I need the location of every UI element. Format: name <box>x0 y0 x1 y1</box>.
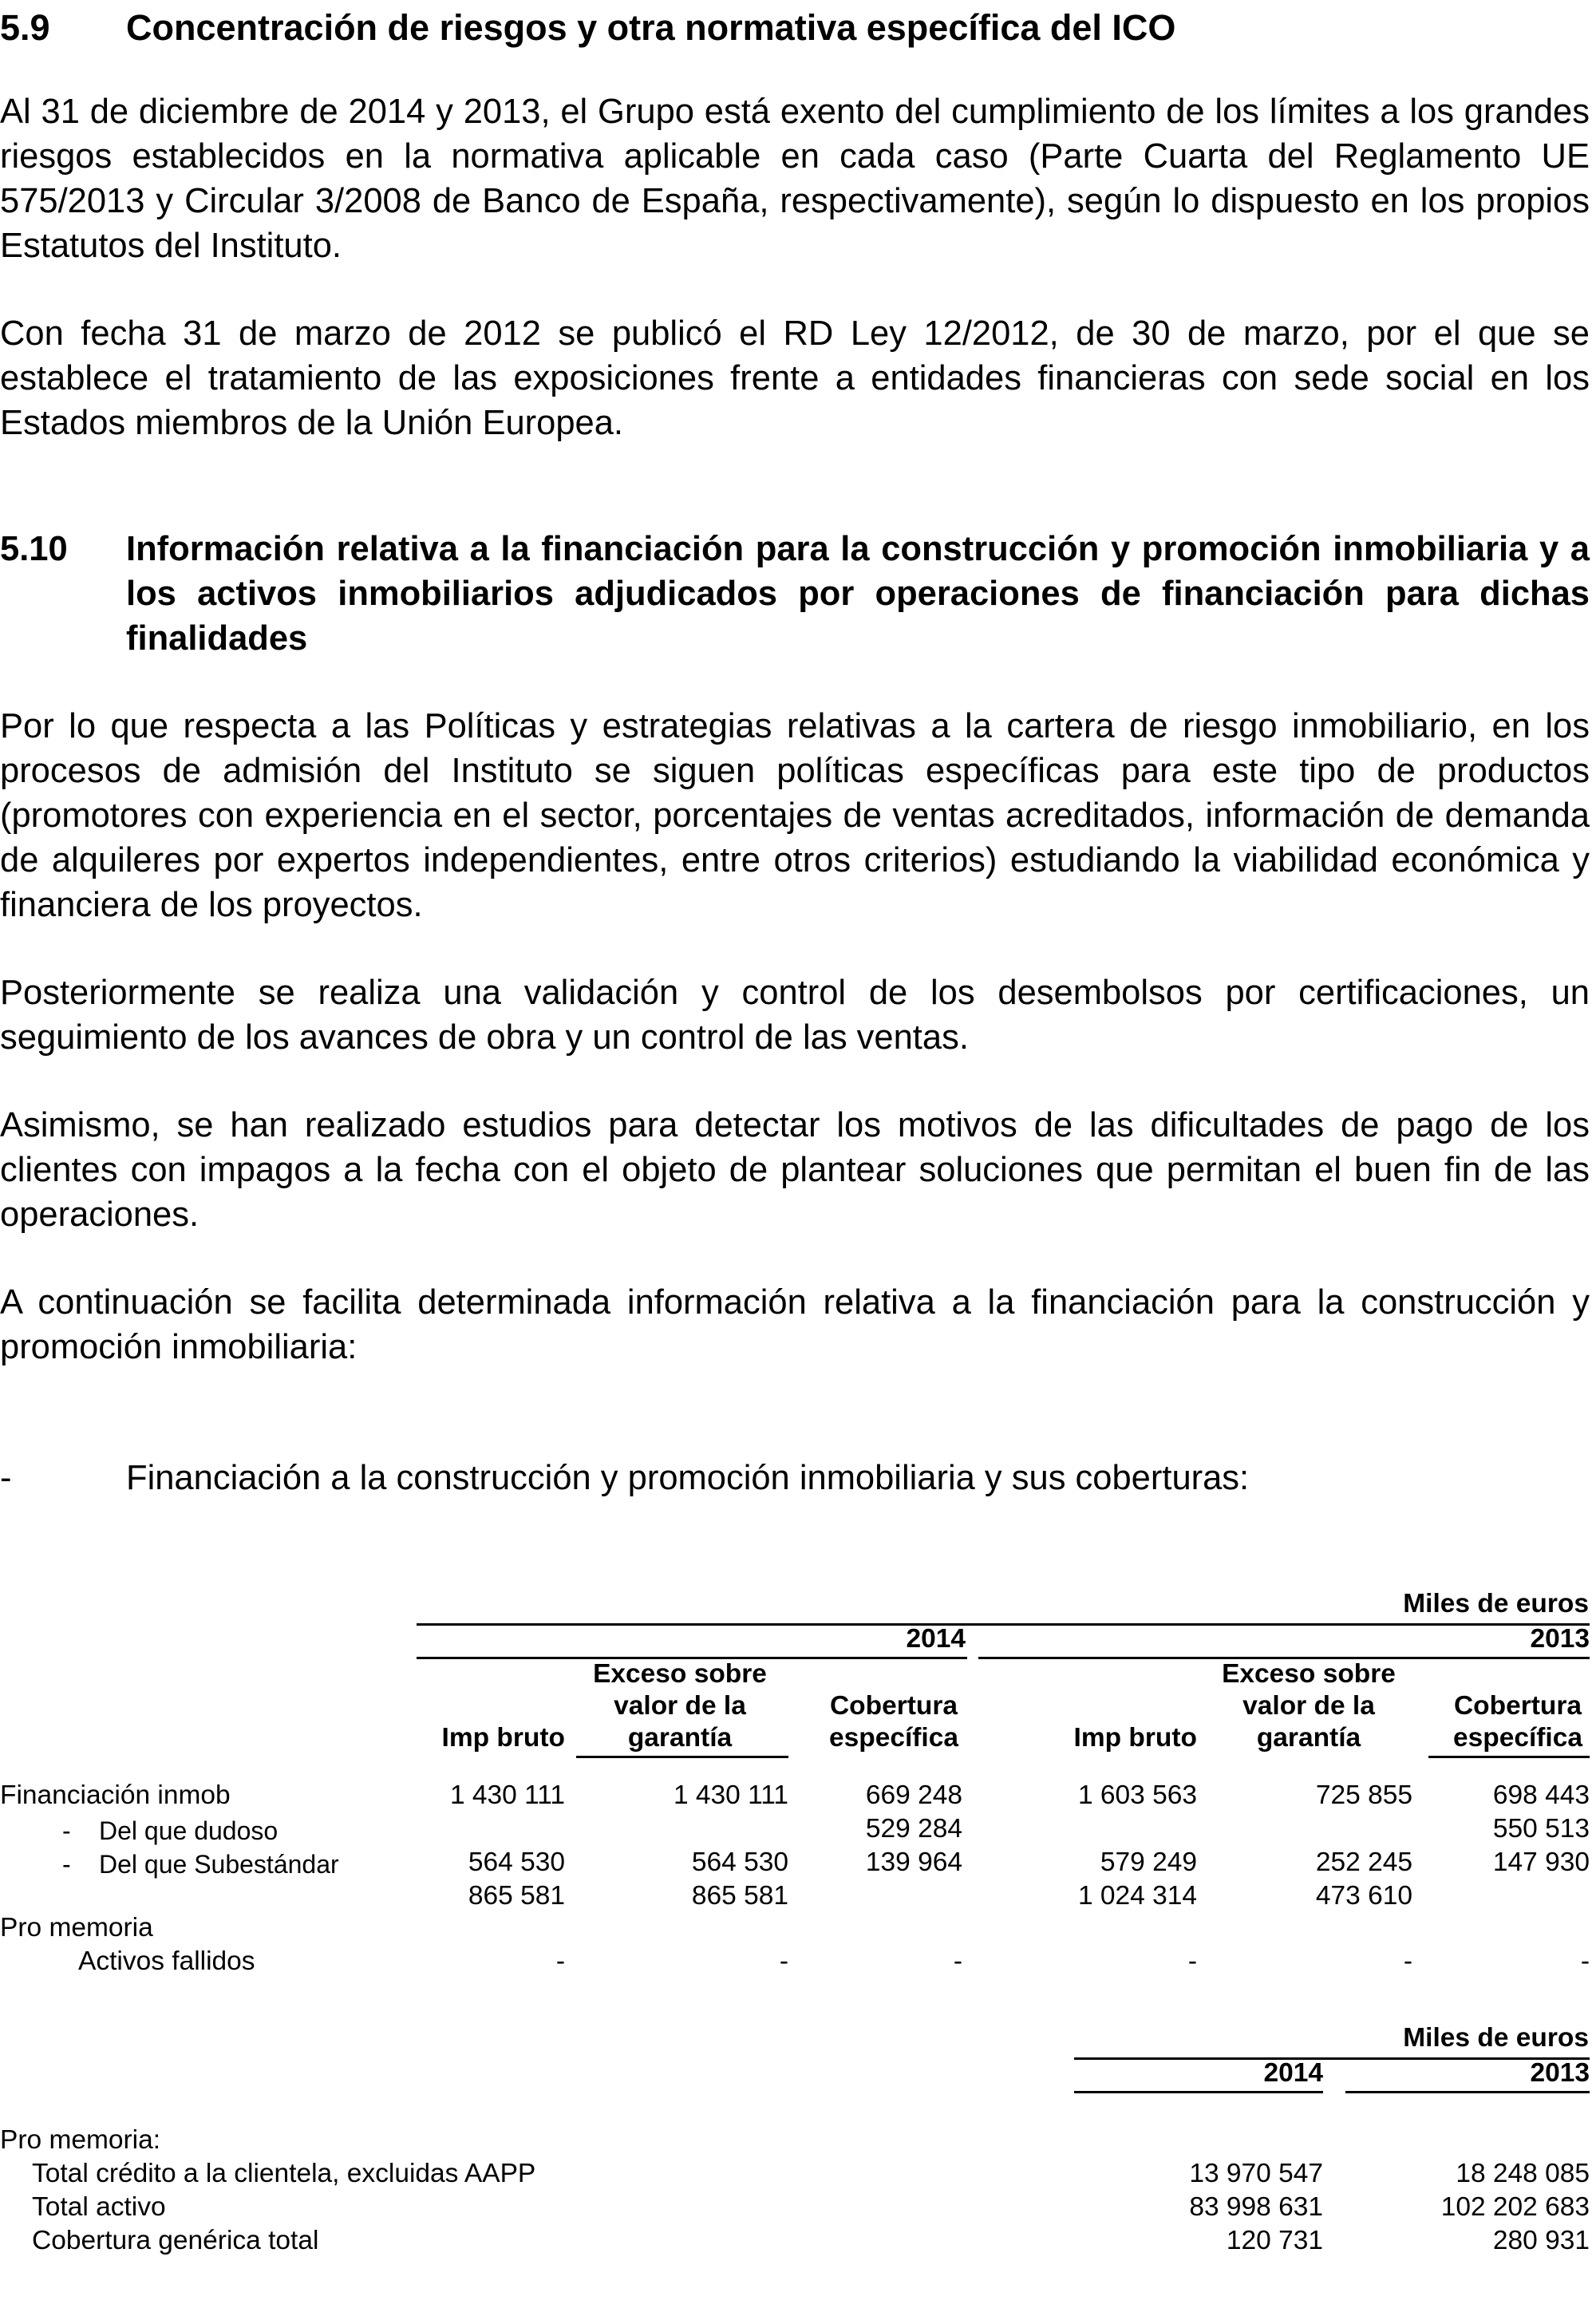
cell: 1 430 111 <box>673 1780 788 1810</box>
header-line: garantía <box>627 1723 733 1753</box>
memo-table <box>0 2022 1596 2262</box>
year-2013-header: 2013 <box>1530 1624 1590 1654</box>
bullet-item <box>0 1456 1590 1500</box>
header-line: valor de la <box>614 1691 746 1721</box>
table-row <box>0 2158 1596 2190</box>
row-dash: - <box>62 1850 71 1879</box>
col-exceso-2013 <box>1205 1658 1412 1754</box>
cell: 1 024 314 <box>1077 1881 1197 1911</box>
section-5-10-heading <box>0 527 1590 661</box>
col-exceso-2014 <box>576 1658 784 1754</box>
header-line: específica <box>1452 1723 1583 1753</box>
cell: - <box>1187 1946 1197 1976</box>
bullet-dash: - <box>0 1459 12 1497</box>
section-number: 5.9 <box>0 7 50 48</box>
cell: 564 530 <box>691 1848 788 1877</box>
paragraph: A continuación se facilita determinada información relativa a la financiación para la construcción y promoción inmobiliaria: <box>0 1283 1590 1366</box>
cell: 147 930 <box>1492 1848 1590 1877</box>
memo-heading: Pro memoria: <box>0 2125 161 2155</box>
cell: 550 513 <box>1492 1814 1590 1844</box>
table-row <box>0 2191 1596 2223</box>
cell: 280 931 <box>1492 2226 1590 2255</box>
header-line: valor de la <box>1242 1691 1375 1721</box>
year-2014-header: 2014 <box>1263 2058 1323 2088</box>
cell: 120 731 <box>1226 2226 1323 2255</box>
table-row <box>0 2225 1596 2257</box>
row-label: Financiación inmob <box>0 1780 231 1810</box>
row-label: Total activo <box>32 2192 166 2222</box>
rule <box>1428 1756 1590 1758</box>
table-row <box>0 1946 1596 1978</box>
col-imp-bruto-2013: Imp bruto <box>1073 1723 1197 1753</box>
year-2014-header: 2014 <box>906 1624 966 1654</box>
table-row <box>0 1780 1596 1812</box>
section-number: 5.10 <box>0 530 68 568</box>
header-line: específica <box>828 1723 959 1753</box>
table-row <box>0 1880 1596 1912</box>
row-label: Cobertura genérica total <box>32 2226 319 2255</box>
rule <box>576 1756 788 1758</box>
header-line: garantía <box>1256 1723 1361 1753</box>
cell: - <box>1580 1946 1590 1976</box>
cell: 1 430 111 <box>449 1780 565 1810</box>
header-line: Exceso sobre <box>1222 1659 1396 1689</box>
cell: 725 855 <box>1315 1780 1412 1810</box>
units-label: Miles de euros <box>1403 2023 1589 2053</box>
cell: 252 245 <box>1315 1848 1412 1877</box>
paragraph: Asimismo, se han realizado estudios para detectar los motivos de las dificultades de pago de los clientes con impagos a la fecha con el objeto de plantear soluciones que permitan el buen fin de las operaciones. <box>0 1106 1590 1234</box>
year-2013-header: 2013 <box>1530 2058 1590 2088</box>
cell: 473 610 <box>1315 1881 1412 1911</box>
rule <box>1074 2091 1323 2093</box>
table-row <box>0 1847 1596 1879</box>
cell: 564 530 <box>468 1848 565 1877</box>
cell: 1 603 563 <box>1077 1780 1197 1810</box>
cell: 698 443 <box>1492 1780 1590 1810</box>
bullet-text: Financiación a la construcción y promoción inmobiliaria y sus coberturas: <box>126 1459 1250 1497</box>
section-title: Información relativa a la financiación para la construcción y promoción inmobiliaria y a los activos inmobiliarios adjudicados por operaciones de financiación para dichas finalidades <box>126 530 1590 658</box>
cell: - <box>1403 1946 1412 1976</box>
row-label: Total crédito a la clientela, excluidas AAPP <box>32 2159 536 2188</box>
cell: 18 248 085 <box>1456 2159 1590 2188</box>
row-dash: - <box>62 1816 71 1845</box>
coverage-table <box>0 1588 1596 1987</box>
cell: - <box>779 1946 788 1976</box>
cell: 139 964 <box>865 1848 962 1877</box>
cell: - <box>555 1946 565 1976</box>
cell: 83 998 631 <box>1189 2192 1323 2222</box>
paragraph: Posteriormente se realiza una validación y control de los desembolsos por certificaciones, un seguimiento de los avances de obra y un control de las ventas. <box>0 974 1590 1057</box>
cell: - <box>953 1946 962 1976</box>
cell: 13 970 547 <box>1189 2159 1323 2188</box>
header-line: Cobertura <box>1453 1691 1582 1721</box>
row-label: Del que Subestándar <box>99 1850 339 1879</box>
paragraph: Por lo que respecta a las Políticas y estrategias relativas a la cartera de riesgo inmobiliario, en los procesos de admisión del Instituto se siguen políticas específicas para este tipo de productos (promotores con experiencia en el sector, porcentajes de ventas acreditados, información de demanda de alquileres por expertos independientes, entre otros criterios) estudiando la viabilidad económica y financiera de los proyectos. <box>0 707 1590 924</box>
rule <box>1345 2091 1590 2093</box>
section-title: Concentración de riesgos y otra normativa específica del ICO <box>126 7 1176 48</box>
table-row <box>0 1912 1596 1944</box>
row-label: Pro memoria <box>0 1913 153 1942</box>
header-line: Cobertura <box>829 1691 958 1721</box>
row-label: Activos fallidos <box>78 1946 255 1976</box>
cell: 579 249 <box>1100 1848 1197 1877</box>
table-row <box>0 1813 1596 1845</box>
cell: 102 202 683 <box>1440 2192 1590 2222</box>
rule <box>417 1623 1590 1626</box>
units-label: Miles de euros <box>1403 1589 1589 1618</box>
cell: 669 248 <box>865 1780 962 1810</box>
cell: 865 581 <box>468 1881 565 1911</box>
cell: 529 284 <box>865 1814 962 1844</box>
col-imp-bruto-2014: Imp bruto <box>441 1723 565 1753</box>
col-cobertura-2013 <box>1422 1690 1596 1754</box>
col-cobertura-2014 <box>798 1690 990 1754</box>
section-5-9-heading <box>0 6 1590 49</box>
paragraph: Con fecha 31 de marzo de 2012 se publicó el RD Ley 12/2012, de 30 de marzo, por el que se establece el tratamiento de las exposiciones frente a entidades financieras con sede social en los Estados miembros de la Unión Europea. <box>0 314 1590 442</box>
cell: 865 581 <box>691 1881 788 1911</box>
paragraph: Al 31 de diciembre de 2014 y 2013, el Grupo está exento del cumplimiento de los límites a los grandes riesgos establecidos en la normativa aplicable en cada caso (Parte Cuarta del Reglamento UE 575/2013 y Circular 3/2008 de Banco de España, respectivamente), según lo dispuesto en los propios Estatutos del Instituto. <box>0 93 1590 265</box>
row-label: Del que dudoso <box>99 1816 279 1845</box>
header-line: Exceso sobre <box>593 1659 767 1689</box>
